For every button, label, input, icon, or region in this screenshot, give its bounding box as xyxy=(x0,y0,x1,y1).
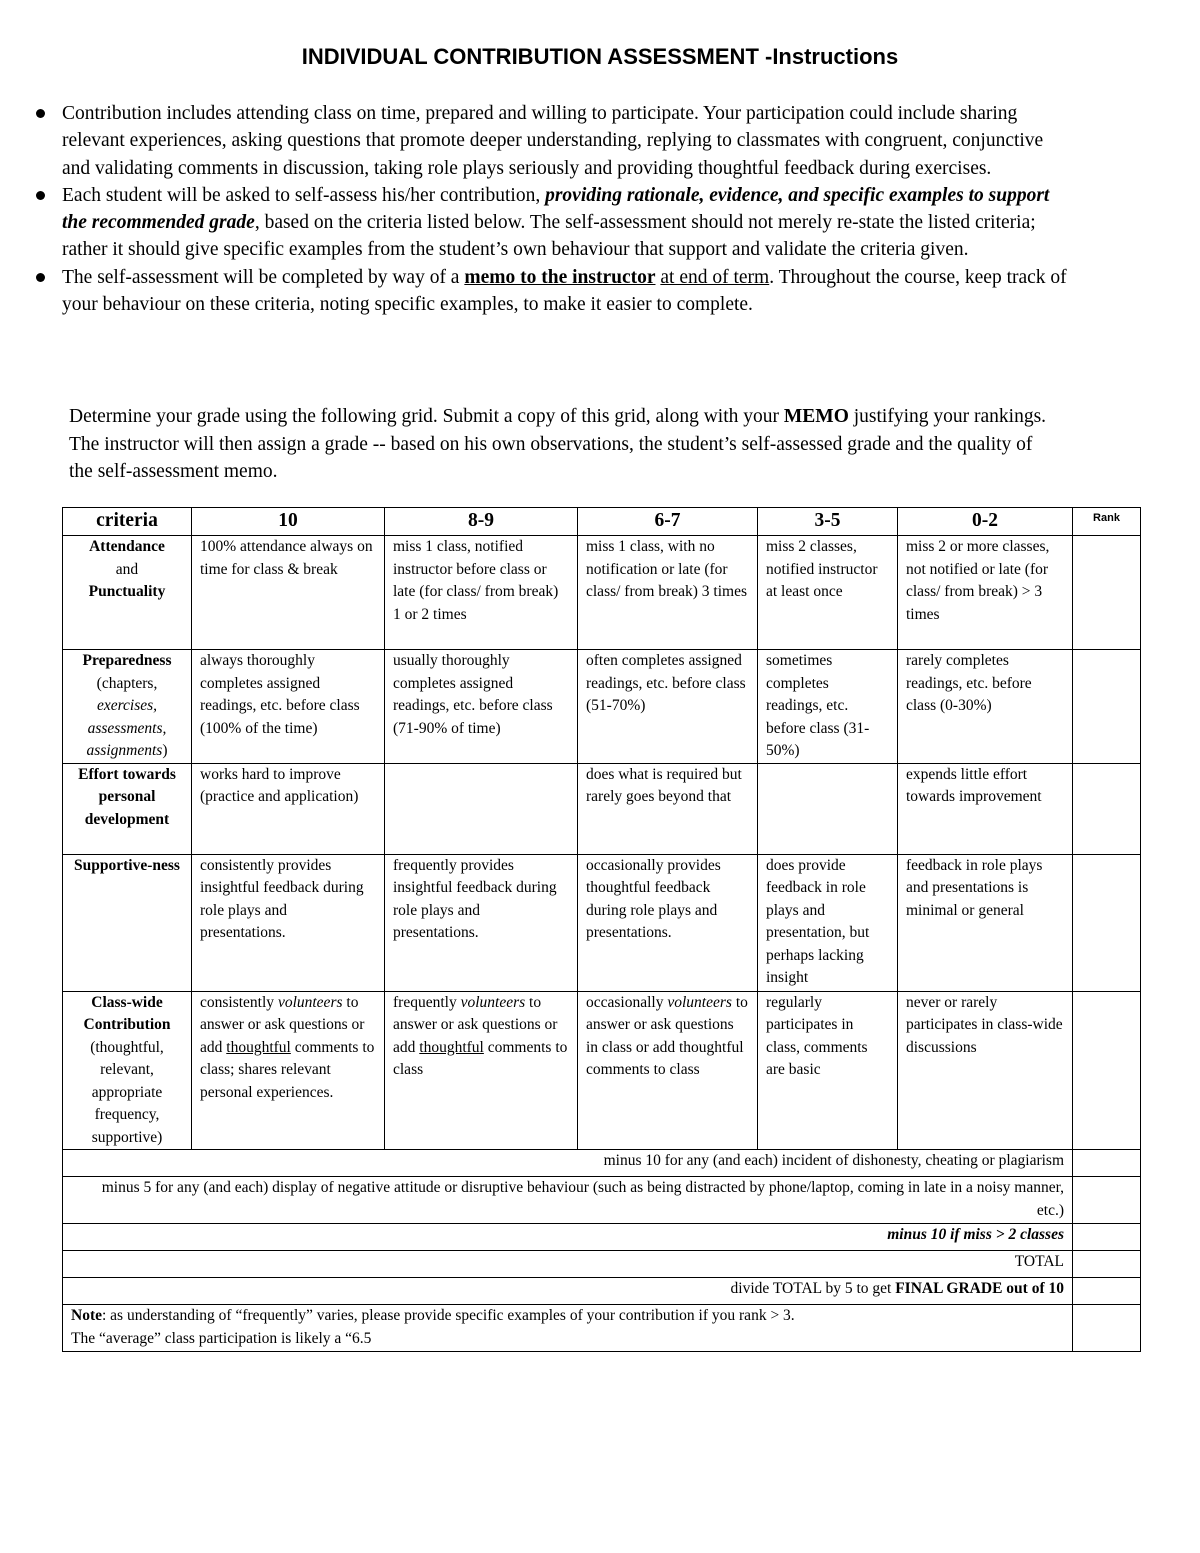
deduction-attitude: minus 5 for any (and each) display of negative attitude or disruptive behaviour (such as being distracted by phone/laptop, coming in late in a noisy manner, etc.) xyxy=(63,1177,1073,1224)
column-header: 0-2 xyxy=(898,508,1073,536)
table-header-row xyxy=(63,508,1141,536)
rank-input-cell[interactable] xyxy=(1073,650,1141,764)
table-cell: occasionally volunteers to answer or ask questions in class or add thoughtful comments to class xyxy=(578,991,758,1150)
table-cell: always thoroughly completes assigned readings, etc. before class (100% of the time) xyxy=(192,650,385,764)
criteria-cell: Attendance and Punctuality xyxy=(63,536,192,650)
list-item: Each student will be asked to self-assess his/her contribution, providing rationale, evidence, and specific examples to support the recommended grade, based on the criteria listed below. The self-assessment should not merely re-state the listed criteria; rather it should give specific examples from the student’s own behaviour that support and validate the criteria given. xyxy=(30,182,1070,264)
final-grade-row xyxy=(63,1278,1141,1305)
table-cell xyxy=(385,763,578,854)
table-row xyxy=(63,650,1141,764)
deduction-row xyxy=(63,1150,1141,1177)
table-cell: regularly participates in class, comments are basic xyxy=(758,991,898,1150)
assessment-grid xyxy=(62,507,1141,1352)
instructions-list xyxy=(30,100,1070,318)
table-row xyxy=(63,763,1141,854)
total-row xyxy=(63,1251,1141,1278)
column-header: 3-5 xyxy=(758,508,898,536)
table-cell: miss 1 class, with no notification or late (for class/ from break) 3 times xyxy=(578,536,758,650)
table-cell: feedback in role plays and presentations is minimal or general xyxy=(898,854,1073,991)
rank-input-cell[interactable] xyxy=(1073,1224,1141,1251)
table-cell: does provide feedback in role plays and presentation, but perhaps lacking insight xyxy=(758,854,898,991)
table-cell xyxy=(758,763,898,854)
column-header: criteria xyxy=(63,508,192,536)
table-cell: miss 1 class, notified instructor before class or late (for class/ from break) 1 or 2 times xyxy=(385,536,578,650)
table-cell: consistently provides insightful feedback during role plays and presentations. xyxy=(192,854,385,991)
bullet-icon xyxy=(36,109,45,118)
page-title: INDIVIDUAL CONTRIBUTION ASSESSMENT -Instructions xyxy=(301,44,899,69)
bullet-icon xyxy=(36,273,45,282)
table-row xyxy=(63,536,1141,650)
criteria-cell: Preparedness (chapters, exercises, assessments, assignments) xyxy=(63,650,192,764)
rank-input-cell[interactable] xyxy=(1073,991,1141,1150)
rank-input-cell[interactable] xyxy=(1073,536,1141,650)
table-cell: does what is required but rarely goes beyond that xyxy=(578,763,758,854)
deduction-row xyxy=(63,1177,1141,1224)
column-header: 8-9 xyxy=(385,508,578,536)
grid-instructions-paragraph: Determine your grade using the following grid. Submit a copy of this grid, along with your MEMO justifying your rankings. The instructor will then assign a grade -- based on his own observations, the student’s self-assessed grade and the quality of the self-assessment memo. xyxy=(69,406,1047,482)
emphasis-text: providing rationale, evidence, and specific examples to support the recommended grade xyxy=(62,184,1050,234)
final-grade-label: divide TOTAL by 5 to get FINAL GRADE out of 10 xyxy=(63,1278,1073,1305)
table-cell: works hard to improve (practice and application) xyxy=(192,763,385,854)
table-cell: 100% attendance always on time for class & break xyxy=(192,536,385,650)
criteria-cell: Supportive-ness xyxy=(63,854,192,991)
bullet-icon xyxy=(36,191,45,200)
table-cell: expends little effort towards improvement xyxy=(898,763,1073,854)
table-cell: rarely completes readings, etc. before class (0-30%) xyxy=(898,650,1073,764)
criteria-cell: Class-wide Contribution (thoughtful, relevant, appropriate frequency, supportive) xyxy=(63,991,192,1150)
table-cell: occasionally provides thoughtful feedback during role plays and presentations. xyxy=(578,854,758,991)
table-cell: often completes assigned readings, etc. before class (51-70%) xyxy=(578,650,758,764)
table-cell: frequently volunteers to answer or ask questions or add thoughtful comments to class xyxy=(385,991,578,1150)
rank-input-cell[interactable] xyxy=(1073,763,1141,854)
criteria-cell: Effort towards personal development xyxy=(63,763,192,854)
deduction-dishonesty: minus 10 for any (and each) incident of dishonesty, cheating or plagiarism xyxy=(63,1150,1073,1177)
table-row xyxy=(63,991,1141,1150)
deduction-row xyxy=(63,1224,1141,1251)
rank-input-cell[interactable] xyxy=(1073,1150,1141,1177)
emphasis-text: memo to the instructor xyxy=(464,266,656,288)
table-row xyxy=(63,854,1141,991)
table-cell: miss 2 or more classes, not notified or late (for class/ from break) > 3 times xyxy=(898,536,1073,650)
rank-input-cell[interactable] xyxy=(1073,1177,1141,1224)
rank-column-header: Rank xyxy=(1073,508,1141,536)
list-item: Contribution includes attending class on time, prepared and willing to participate. Your participation could include sharing relevant experiences, asking questions that promote deeper understanding, replying to classmates with congruent, conjunctive and validating comments in discussion, taking role plays seriously and providing thoughtful feedback during exercises. xyxy=(30,100,1070,182)
table-cell: consistently volunteers to answer or ask questions or add thoughtful comments to class; shares relevant personal experiences. xyxy=(192,991,385,1150)
note-row xyxy=(63,1305,1141,1352)
final-grade-input-cell[interactable] xyxy=(1073,1278,1141,1305)
column-header: 10 xyxy=(192,508,385,536)
total-label: TOTAL xyxy=(63,1251,1073,1278)
deduction-absence: minus 10 if miss > 2 classes xyxy=(63,1224,1073,1251)
table-cell: sometimes completes readings, etc. before class (31-50%) xyxy=(758,650,898,764)
total-input-cell[interactable] xyxy=(1073,1251,1141,1278)
table-cell: miss 2 classes, notified instructor at least once xyxy=(758,536,898,650)
column-header: 6-7 xyxy=(578,508,758,536)
rank-input-cell[interactable] xyxy=(1073,1305,1141,1352)
rank-input-cell[interactable] xyxy=(1073,854,1141,991)
list-item: The self-assessment will be completed by way of a memo to the instructor at end of term. Throughout the course, keep track of your behaviour on these criteria, noting specific examples, to make it easier to complete. xyxy=(30,264,1070,319)
note-text: Note: as understanding of “frequently” varies, please provide specific examples of your contribution if you rank > 3. The “average” class participation is likely a “6.5 xyxy=(63,1305,1073,1352)
table-cell: usually thoroughly completes assigned readings, etc. before class (71-90% of time) xyxy=(385,650,578,764)
table-cell: frequently provides insightful feedback during role plays and presentations. xyxy=(385,854,578,991)
table-cell: never or rarely participates in class-wide discussions xyxy=(898,991,1073,1150)
